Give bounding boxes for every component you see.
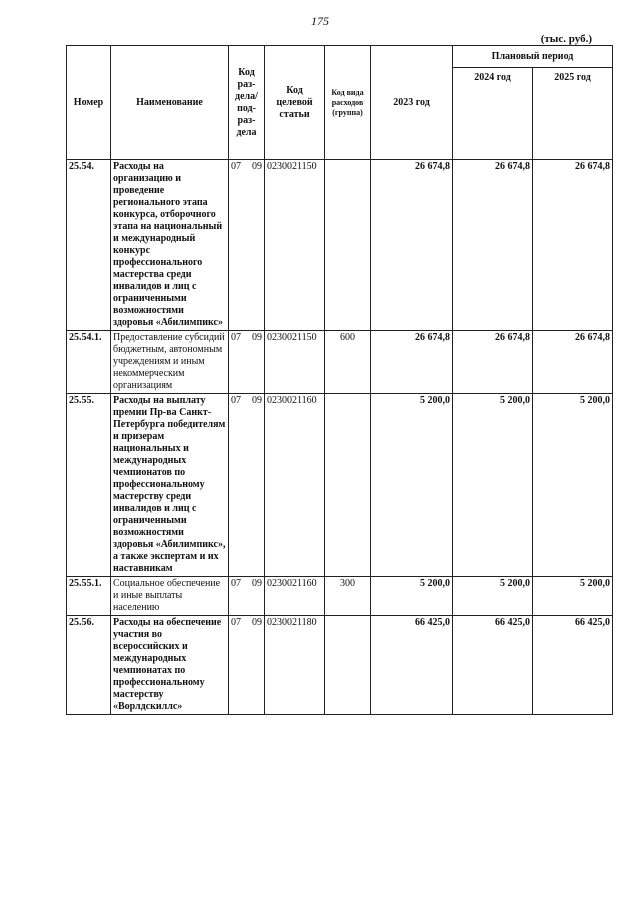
row-razdel: [229, 331, 265, 394]
row-2024: 5 200,0: [453, 394, 533, 577]
row-2023: 66 425,0: [371, 616, 453, 715]
row-2023: 26 674,8: [371, 331, 453, 394]
row-2025: 5 200,0: [533, 394, 613, 577]
row-razdel: [229, 160, 265, 331]
row-number: 25.56.: [67, 616, 111, 715]
table-body: [67, 160, 613, 715]
header-planned-period: Плановый период: [453, 46, 613, 68]
header-nomer: Номер: [67, 46, 111, 160]
row-kcs: 0230021150: [265, 331, 325, 394]
row-razdel-code: 07: [231, 395, 241, 406]
header-kod-razdela: Код раз-дела/ под-раз-дела: [229, 46, 265, 160]
header-naimenovanie: Наименование: [111, 46, 229, 160]
row-razdel-code: 07: [231, 578, 241, 589]
row-kcs: 0230021150: [265, 160, 325, 331]
header-kod-statyi: Код целевой статьи: [265, 46, 325, 160]
row-name: Предоставление субсидий бюджетным, автономным учреждениям и иным некоммерческим организациям: [111, 331, 229, 394]
row-razdel-code: 07: [231, 617, 241, 628]
row-kcs: 0230021180: [265, 616, 325, 715]
row-2023: 5 200,0: [371, 394, 453, 577]
row-name: Расходы на выплату премии Пр-ва Санкт-Петербурга победителям и призерам национальных и международных чемпионатов по профессиональному мастерству среди инвалидов и лиц с ограниченными возможностями здоровья «Абилимпикс», а также экспертам и их наставникам: [111, 394, 229, 577]
row-razdel-code: 07: [231, 161, 241, 172]
row-2024: 66 425,0: [453, 616, 533, 715]
row-kvr: 600: [325, 331, 371, 394]
row-2025: 66 425,0: [533, 616, 613, 715]
table-row: [67, 394, 613, 577]
row-name: Социальное обеспечение и иные выплаты населению: [111, 577, 229, 616]
row-podrazdel-code: 09: [252, 578, 262, 589]
row-podrazdel-code: 09: [252, 395, 262, 406]
row-podrazdel-code: 09: [252, 332, 262, 343]
header-2025: 2025 год: [533, 68, 613, 160]
table-row: [67, 331, 613, 394]
row-razdel-code: 07: [231, 332, 241, 343]
row-razdel: [229, 616, 265, 715]
units-label: (тыс. руб.): [540, 33, 592, 45]
budget-table: [66, 45, 613, 715]
row-2025: 26 674,8: [533, 160, 613, 331]
row-2023: 26 674,8: [371, 160, 453, 331]
row-2023: 5 200,0: [371, 577, 453, 616]
row-number: 25.54.1.: [67, 331, 111, 394]
row-number: 25.55.: [67, 394, 111, 577]
table-row: [67, 160, 613, 331]
header-2024: 2024 год: [453, 68, 533, 160]
row-2025: 5 200,0: [533, 577, 613, 616]
row-number: 25.54.: [67, 160, 111, 331]
header-2023: 2023 год: [371, 46, 453, 160]
table-row: [67, 577, 613, 616]
row-razdel: [229, 577, 265, 616]
row-razdel: [229, 394, 265, 577]
row-2024: 5 200,0: [453, 577, 533, 616]
row-2024: 26 674,8: [453, 160, 533, 331]
row-kvr: [325, 160, 371, 331]
row-kvr: [325, 394, 371, 577]
row-2025: 26 674,8: [533, 331, 613, 394]
row-podrazdel-code: 09: [252, 161, 262, 172]
row-kcs: 0230021160: [265, 394, 325, 577]
row-2024: 26 674,8: [453, 331, 533, 394]
row-name: Расходы на организацию и проведение регионального этапа конкурса, отборочного этапа на национальный и международный конкурс профессионального мастерства среди инвалидов и лиц с ограниченными возможностями здоровья «Абилимпикс»: [111, 160, 229, 331]
row-kvr: [325, 616, 371, 715]
row-kvr: 300: [325, 577, 371, 616]
row-number: 25.55.1.: [67, 577, 111, 616]
page-number: 175: [311, 14, 329, 28]
row-name: Расходы на обеспечение участия во всероссийских и международных чемпионатах по профессиональному мастерству «Ворлдскиллс»: [111, 616, 229, 715]
table-row: [67, 616, 613, 715]
row-kcs: 0230021160: [265, 577, 325, 616]
row-podrazdel-code: 09: [252, 617, 262, 628]
header-kod-vida: Код вида расходов (группа): [325, 46, 371, 160]
